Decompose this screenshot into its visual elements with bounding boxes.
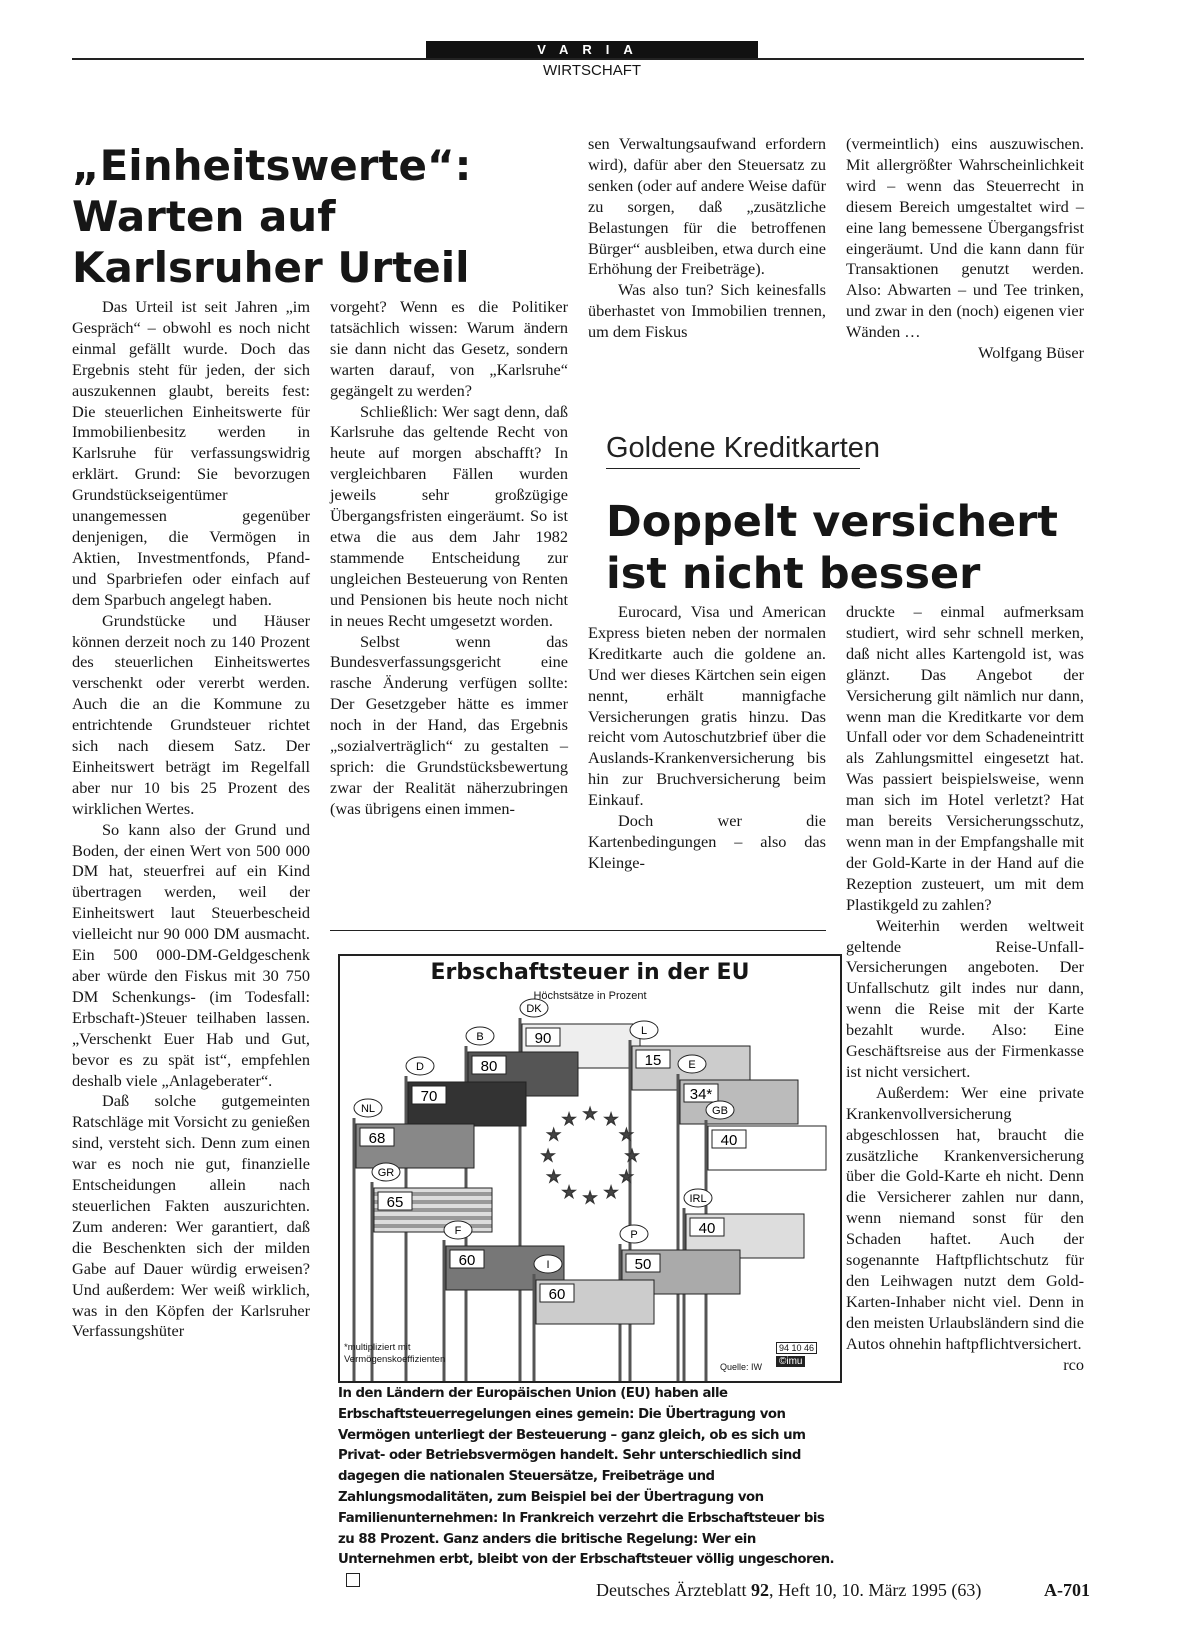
page-number: A-701 (1044, 1580, 1090, 1600)
byline-row (846, 343, 1084, 364)
figure-credit: ©imu (776, 1356, 805, 1367)
flag-illustration (340, 956, 840, 1381)
eu-star: ★ (561, 1184, 577, 1202)
paragraph-text: (vermeintlich) eins auszuwischen. Mit allergrößter Wahrscheinlichkeit wird – wenn das Steuerrecht in diesem Bereich umgestaltet wird – eine lang bemessene Übergangsfrist eingeräumt. Und die kann dann für Transaktionen genutzt werden. Also: Abwarten – und Tee trinken, und zwar in den (noch) eigenen vier Wänden … (846, 134, 1084, 342)
paragraph: sen Verwaltungsaufwand erfordern wird), dafür aber den Steuersatz zu senken (oder auf andere Weise dafür zu sorgen, daß „zusätzliche Belastungen für die betroffenen Bürger“ ausbleiben, etwa durch eine Erhöhung der Freibeträge). (588, 134, 826, 279)
footnote-line: *multipliziert mit (344, 1342, 411, 1353)
journal-name: Deutsches Ärzteblatt (596, 1580, 747, 1600)
footnote-line: Vermögenskoeffizienten (344, 1354, 446, 1365)
article1-headline (72, 140, 512, 293)
flag-value-label: 90 (534, 1030, 552, 1047)
figure-code: 94 10 46 (776, 1342, 817, 1354)
paragraph: Eurocard, Visa und American Express bieten neben der normalen Kreditkarte auch die goldene an. Und wer dieses Kärtchen sein eigen nennt, erhält mannigfache Versicherungen gratis hinzu. Das reicht vom Autoschutzbrief über die Auslands-Krankenversicherung bis hin zur Bruchversicherung beim Einkauf. (588, 602, 826, 810)
section-band: VARIA (426, 41, 758, 58)
header-rule (72, 58, 1084, 60)
article1-column-1 (72, 297, 310, 1342)
country-code-label: F (454, 1225, 462, 1237)
figure-caption (338, 1384, 840, 1592)
country-code-label: E (688, 1059, 696, 1071)
eu-stars (541, 1106, 639, 1207)
paragraph: druckte – einmal aufmerksam studiert, wird sehr schnell merken, daß nicht alles Kartengold ist, was glänzt. Das Angebot der Versicherung gilt nämlich nur dann, wenn man die Kreditkarte vor dem Unfall oder vor dem Schadeneintritt als Zahlungsmittel eingesetzt hat. Was passiert beispielsweise, wenn man sich im Hotel verletzt? Hat man bereits Versicherungsschutz, wenn man in der Empfangshalle mit der Gold-Karte in der Hand auf die Rezeption zusteuert, um mit dem Plastikgeld zu zahlen? (846, 602, 1084, 914)
flag-value-label: 68 (368, 1130, 386, 1147)
paragraph: Grundstücke und Häuser können derzeit noch zu 140 Prozent des steuerlichen Einheitswertes verschenkt oder vererbt werden. Auch die an die Kommune zu entrichtende Grundsteuer richtet sich nach diesem Satz. Der Einheitswert beträgt im Regelfall aber nur 10 bis 25 Prozent des wirklichen Wertes. (72, 610, 310, 818)
paragraph (846, 1083, 1084, 1355)
figure-footnote (344, 1342, 445, 1366)
paragraph: So kann also der Grund und Boden, der einen Wert von 500 000 DM hat, steuerfrei auf ein Kind übertragen werden, weil der Einheitswert laut Steuerbescheid vielleicht nur 90 000 DM ausmacht. Ein 500 000-DM-Geldgeschenk aber würde den Fiskus mit 30 750 DM Schenkungs- (im Todesfall: Erbschaft-)Steuer teilhaben lassen. „Verschenkt Euer Hab und Gut, bevor es zu spät ist“, empfehlen deshalb viele „Anlageberater“. (72, 819, 310, 1090)
country-code-label: DK (526, 1003, 542, 1015)
caption-text: In den Ländern der Europäischen Union (EU) haben alle Erbschaftsteuerregelungen eines gemein: Die Übertragung von Vermögen unterliegt der Besteuerung – ganz gleich, ob es sich um Privat- oder Betriebsvermögen handelt. Sehr unterschiedlich sind dagegen die nationalen Steuersätze, Freibeträge und Zahlungsmodalitäten, zum Beispiel bei der Übertragung von Familienunternehmen: In Frankreich verzehrt die Erbschaftsteuer bis zu 88 Prozent. Ganz anders die britische Regelung: Wer ein Unternehmen erbt, bleibt von der Erbschaftsteuer völlig ungeschoren. (338, 1386, 835, 1568)
eu-star: ★ (624, 1148, 640, 1165)
figure-subtitle: Höchstsätze in Prozent (533, 990, 647, 1002)
eu-star: ★ (546, 1169, 561, 1186)
section-label: WIRTSCHAFT (542, 62, 642, 79)
eu-star: ★ (561, 1111, 577, 1129)
issue-info: , Heft 10, 10. März 1995 (63) (768, 1580, 982, 1600)
paragraph: Doch wer die Kartenbedingungen – also das Kleinge- (588, 811, 826, 872)
article1-headline-line: Karlsruher Urteil (72, 243, 470, 292)
article1-column-4 (846, 134, 1084, 364)
article1-column-2 (330, 297, 568, 820)
paragraph-text: Außerdem: Wer eine private Krankenvollversicherung abgeschlossen hat, braucht die zusätzliche Krankenversicherung über die Gold-Karte eh nicht. Denn die Versicherer zahlen nur dann, wenn niemand sonst für den Schaden haftet. Auch der sogenannte Haftpflichtschutz für den Leihwagen nutzt dem Gold-Karten-Inhaber nicht viel. Denn in den meisten Urlaubsländern sind die Autos ohnehin haftpflichtversichert. (846, 1082, 1084, 1353)
article1-column-3 (588, 134, 826, 343)
end-of-article-square-icon (346, 1573, 360, 1587)
country-code-label: IRL (689, 1193, 707, 1205)
kicker-underline (606, 468, 860, 469)
eu-star: ★ (603, 1111, 619, 1129)
byline-row (846, 1355, 1084, 1376)
flag-value-label: 34* (689, 1086, 713, 1103)
page-footer (596, 1580, 1090, 1601)
eu-star: ★ (546, 1127, 561, 1144)
country-code-label: I (546, 1259, 550, 1271)
figure-top-rule (330, 930, 826, 931)
paragraph: Das Urteil ist seit Jahren „im Gespräch“ – obwohl es noch nicht einmal gefällt wurde. Doch das Ergebnis steht für jeden, der sich auszukennen glaubt, bereits fest: Die steuerlichen Einheitswerte für Immobilienbesitz werden in Karlsruhe für verfassungswidrig erklärt. Grund: Sie bevorzugen Grundstückseigentümer unangemessen gegenüber denjenigen, die Vermögen in Aktien, Investmentfonds, Pfand- und Sparbriefen oder einfach auf dem Sparbuch angelegt haben. (72, 297, 310, 609)
article2-headline (606, 496, 1058, 600)
country-code-label: NL (360, 1103, 376, 1115)
journal-volume: 92 (750, 1580, 769, 1600)
flag-value-label: 40 (720, 1132, 738, 1149)
flag-value-label: 80 (480, 1058, 498, 1075)
eu-star: ★ (582, 1106, 598, 1123)
article2-headline-line: Doppelt versichert (606, 497, 1058, 547)
article1-headline-line: Warten auf (72, 192, 336, 241)
figure-source: Quelle: IW (720, 1362, 763, 1372)
article2-column-2 (846, 602, 1084, 1376)
flag-value-label: 60 (458, 1252, 476, 1269)
figure-box (338, 954, 842, 1383)
country-code-label: P (630, 1229, 638, 1241)
article2-headline-line: ist nicht besser (606, 549, 981, 599)
figure-title: Erbschaftsteuer in der EU (430, 960, 750, 985)
paragraph: Selbst wenn das Bundesverfassungsgericht eine rasche Änderung verfügen sollte: Der Gesetzgeber hätte es immer noch in der Hand, das Ergebnis „sozialverträglich“ zu gestalten – sprich: die Grundstücksbewertung zwar der Realität näherzubringen (was übrigens einen immen- (330, 631, 568, 818)
country-code-label: GB (712, 1105, 728, 1117)
eu-star: ★ (582, 1190, 598, 1207)
paragraph (846, 134, 1084, 343)
eu-star: ★ (619, 1169, 634, 1186)
eu-star: ★ (619, 1127, 634, 1144)
country-code-label: B (476, 1031, 484, 1043)
article2-column-1 (588, 602, 826, 874)
paragraph: vorgeht? Wenn es die Politiker tatsächlich wissen: Warum ändern sie dann nicht das Gesetz, sondern warten darauf, von „Karlsruhe“ gegängelt zu werden? (330, 297, 568, 400)
paragraph: Schließlich: Wer sagt denn, daß Karlsruhe das geltende Recht von heute auf morgen abschafft? In vergleichbaren Fällen wurden jeweils sehr großzügige Übergangsfristen eingeräumt. So ist etwa die aus dem Jahr 1982 stammende Entscheidung zur ungleichen Besteuerung von Renten und Pensionen bis heute noch nicht in neues Recht umgesetzt worden. (330, 401, 568, 630)
country-code-label: GR (377, 1167, 395, 1179)
flag-value-label: 40 (698, 1220, 716, 1237)
eu-star: ★ (603, 1184, 619, 1202)
article2-kicker: Goldene Kreditkarten (606, 432, 881, 464)
flag-value-label: 50 (634, 1256, 652, 1273)
eu-star: ★ (540, 1148, 556, 1165)
author-byline: Wolfgang Büser (978, 343, 1084, 363)
paragraph: Daß solche gutgemeinten Ratschläge mit Vorsicht zu genießen sind, versteht sich. Denn zum einen war es noch nie gut, finanzielle Entscheidungen allein nach steuerlichen Fakten auszurichten. Zum anderen: Wer garantiert, daß die Beschenkten sich der milden Gabe auf Dauer würdig erweisen? Und außerdem: Wer weiß wirklich, was in den Köpfen der Karlsruher Verfassungshüter (72, 1091, 310, 1341)
paragraph: Was also tun? Sich keinesfalls überhastet von Immobilien trennen, um dem Fiskus (588, 280, 826, 342)
author-byline: rco (1063, 1354, 1084, 1374)
flag-value-label: 70 (420, 1088, 438, 1105)
flag-value-label: 15 (644, 1052, 662, 1069)
paragraph: Weiterhin werden weltweit geltende Reise-Unfall-Versicherungen angeboten. Der Unfallschutz gilt indes nur dann, wenn die Reise mit der Karte bezahlt wurde. Also: Eine Geschäftsreise aus der Firmenkasse ist nicht versichert. (846, 915, 1084, 1081)
flag-value-label: 60 (548, 1286, 566, 1303)
flag-value-label: 65 (386, 1194, 404, 1211)
article1-headline-line: „Einheitswerte“: (72, 141, 472, 190)
country-code-label: L (640, 1025, 648, 1037)
country-code-label: D (416, 1061, 424, 1073)
